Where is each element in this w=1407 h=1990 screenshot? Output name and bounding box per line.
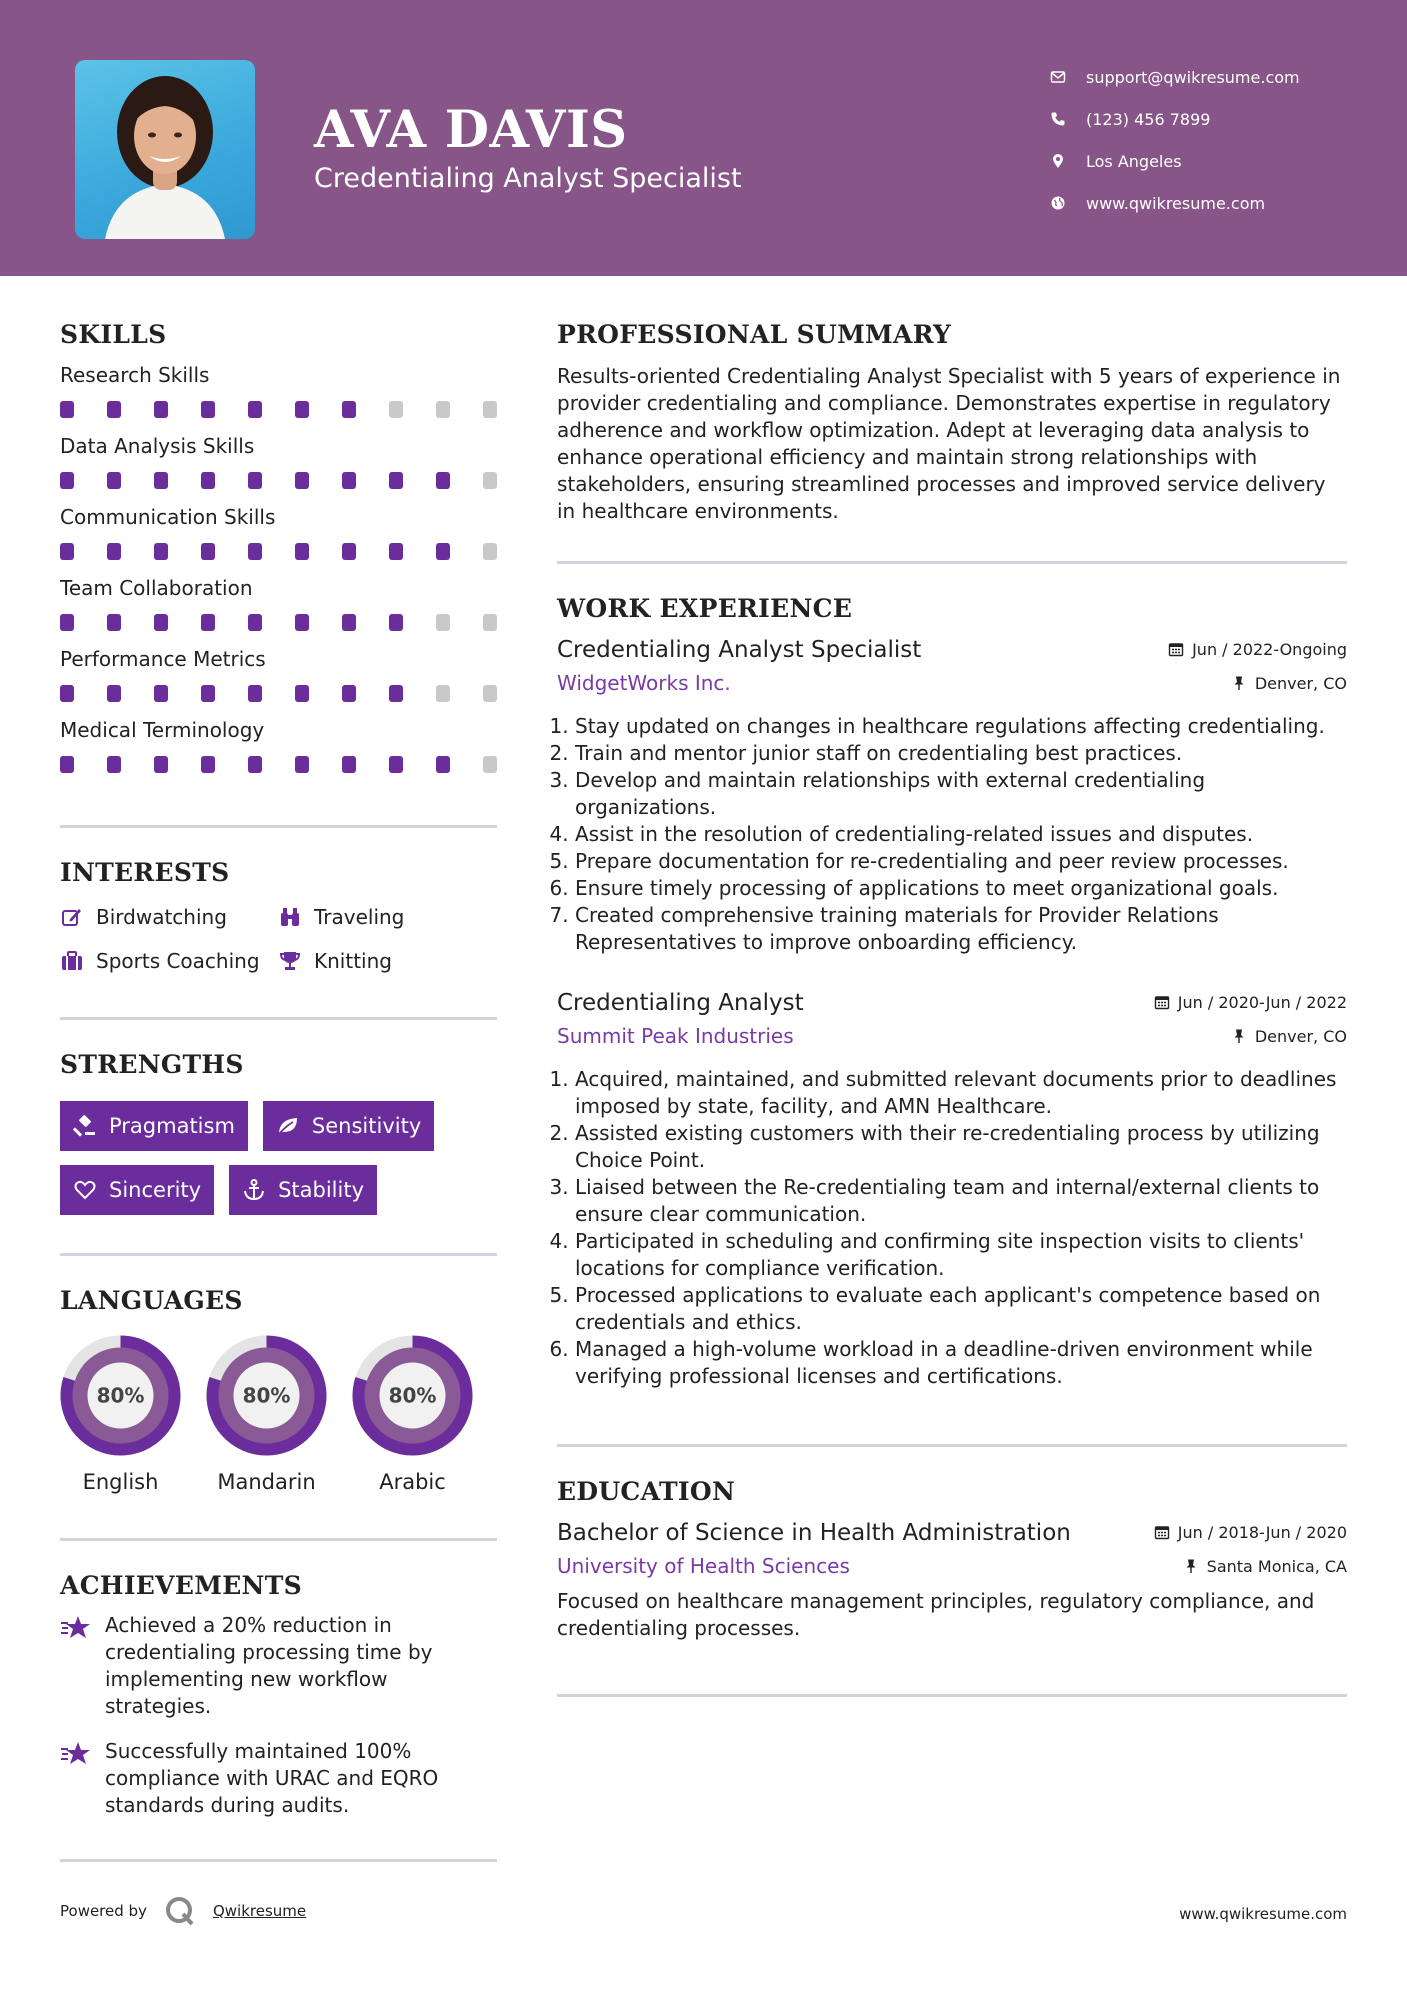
- qwikresume-logo-icon: [147, 1894, 213, 1928]
- skill-dot-filled: [248, 543, 262, 560]
- interest-item: [278, 949, 497, 973]
- skill-dot-filled: [295, 614, 309, 631]
- resume-header: [0, 0, 1407, 276]
- job-sub: [557, 671, 1347, 695]
- languages-list: [60, 1335, 497, 1494]
- education-section: [557, 1477, 1347, 1642]
- skill-dot-filled: [154, 472, 168, 489]
- skill-dot-empty: [436, 614, 450, 631]
- interest-item: [60, 905, 278, 929]
- job-location: [1231, 674, 1347, 693]
- skill-dot-filled: [389, 543, 403, 560]
- education-head: [557, 1520, 1347, 1546]
- language-item: [60, 1335, 181, 1494]
- skill-dot-filled: [342, 614, 356, 631]
- job-location-text: Denver, CO: [1254, 1026, 1347, 1046]
- education-dates: [1154, 1523, 1347, 1542]
- summary-text: Results-oriented Credentialing Analyst Specialist with 5 years of experience in provider credentialing and compliance. Demonstrates expertise in regulatory adherence and workflow optimization. Adept at leveraging data analysis to enhance operational efficiency and maintain strong relationships with stakeholders, ensuring streamlined processes and improved service delivery in healthcare environments.: [557, 364, 1341, 523]
- job-title: Credentialing Analyst: [557, 990, 804, 1016]
- skill-dot-empty: [483, 756, 497, 773]
- left-column: [60, 320, 497, 1862]
- edit-icon: [60, 905, 96, 929]
- achievement-item: [60, 1738, 497, 1819]
- footer-powered-by: [60, 1894, 306, 1928]
- skill-dot-filled: [60, 756, 74, 773]
- skill-dot-filled: [201, 401, 215, 418]
- divider: [60, 1253, 497, 1256]
- skill-dot-empty: [483, 614, 497, 631]
- school-name: University of Health Sciences: [557, 1554, 850, 1578]
- interest-item: [60, 949, 278, 973]
- contact-email[interactable]: [1050, 56, 1380, 98]
- skill-dot-filled: [248, 685, 262, 702]
- achievement-text: Successfully maintained 100% compliance with URAC and EQRO standards during audits.: [105, 1739, 439, 1817]
- skill-level-dots: [60, 472, 497, 489]
- job-bullet: 2. Train and mentor junior staff on credentialing best practices.: [575, 740, 1347, 767]
- job-bullet: 5. Prepare documentation for re-credentialing and peer review processes.: [575, 848, 1347, 875]
- divider: [60, 1859, 497, 1862]
- interests-title: INTERESTS: [60, 858, 230, 887]
- strengths-list: [60, 1101, 497, 1215]
- experience-title: WORK EXPERIENCE: [557, 594, 853, 623]
- skill-dot-filled: [60, 472, 74, 489]
- contact-location: [1050, 140, 1380, 182]
- skill-dot-filled: [107, 543, 121, 560]
- job-bullets: [557, 713, 1347, 956]
- job-bullet: 4. Participated in scheduling and confirming site inspection visits to clients' locations for compliance verification.: [575, 1228, 1347, 1282]
- skill-dot-filled: [342, 756, 356, 773]
- job-bullet: 6. Ensure timely processing of applications to meet organizational goals.: [575, 875, 1347, 902]
- interest-item: [278, 905, 497, 929]
- skill-dot-empty: [483, 685, 497, 702]
- skill-item: [60, 505, 497, 560]
- skill-dot-filled: [107, 756, 121, 773]
- skill-dot-filled: [248, 614, 262, 631]
- calendar-icon: [1168, 641, 1184, 657]
- star-icon: [60, 1612, 105, 1720]
- strengths-title: STRENGTHS: [60, 1050, 244, 1079]
- job-dates-text: Jun / 2022-Ongoing: [1192, 639, 1347, 659]
- job-sub: [557, 1024, 1347, 1048]
- education-location: [1183, 1557, 1347, 1576]
- skill-dot-filled: [389, 756, 403, 773]
- divider: [60, 825, 497, 828]
- skill-item: [60, 363, 497, 418]
- job-location: [1231, 1027, 1347, 1046]
- job-head: [557, 637, 1347, 663]
- skill-dot-filled: [295, 756, 309, 773]
- language-percent: 80%: [242, 1383, 291, 1408]
- skill-item: [60, 718, 497, 773]
- calendar-icon: [1154, 1524, 1170, 1540]
- profile-photo: [75, 60, 255, 239]
- skill-label: Medical Terminology: [60, 718, 265, 742]
- job-bullet: 3. Liaised between the Re-credentialing team and internal/external clients to ensure clear communication.: [575, 1174, 1347, 1228]
- job-bullet: 1. Stay updated on changes in healthcare regulations affecting credentialing.: [575, 713, 1347, 740]
- job-entry: [557, 637, 1347, 956]
- interests-section: [60, 858, 497, 973]
- pushpin-icon: [1231, 1028, 1247, 1044]
- briefcase-icon: [60, 949, 96, 973]
- skill-dot-filled: [60, 614, 74, 631]
- skill-dot-filled: [342, 685, 356, 702]
- candidate-name: AVA DAVIS: [314, 100, 628, 160]
- job-entry: [557, 990, 1347, 1390]
- skill-dot-filled: [107, 614, 121, 631]
- job-bullet: 3. Develop and maintain relationships with external credentialing organizations.: [575, 767, 1347, 821]
- skill-dot-filled: [154, 614, 168, 631]
- interests-list: [60, 905, 497, 973]
- strength-label: Stability: [278, 1178, 365, 1202]
- job-bullet: 6. Managed a high-volume workload in a deadline-driven environment while verifying professional licenses and certifications.: [575, 1336, 1347, 1390]
- skill-level-dots: [60, 401, 497, 418]
- skill-dot-filled: [342, 472, 356, 489]
- degree-title: Bachelor of Science in Health Administration: [557, 1520, 1071, 1546]
- job-bullets: [557, 1066, 1347, 1390]
- strength-chip: [60, 1165, 214, 1215]
- job-bullet: 2. Assisted existing customers with their re-credentialing process by utilizing Choice Point.: [575, 1120, 1347, 1174]
- skill-label: Data Analysis Skills: [60, 434, 255, 458]
- gavel-icon: [73, 1114, 97, 1138]
- experience-section: [557, 594, 1347, 1390]
- language-name: Mandarin: [217, 1470, 316, 1494]
- job-bullet: 1. Acquired, maintained, and submitted relevant documents prior to deadlines imposed by state, facility, and AMN Healthcare.: [575, 1066, 1347, 1120]
- strength-label: Sincerity: [109, 1178, 202, 1202]
- skill-dot-filled: [154, 401, 168, 418]
- contact-phone[interactable]: [1050, 98, 1380, 140]
- strength-chip: [229, 1165, 377, 1215]
- contact-list: [1050, 56, 1380, 224]
- skill-dot-filled: [248, 401, 262, 418]
- language-percent: 80%: [96, 1383, 145, 1408]
- summary-section: [557, 320, 1347, 525]
- anchor-icon: [242, 1178, 266, 1202]
- skill-dot-filled: [60, 543, 74, 560]
- skills-list: [60, 363, 497, 773]
- job-dates: [1168, 640, 1347, 659]
- job-dates: [1154, 993, 1347, 1012]
- interest-label: Knitting: [314, 949, 392, 973]
- strength-chip: [263, 1101, 434, 1151]
- interest-label: Traveling: [314, 905, 405, 929]
- education-location-text: Santa Monica, CA: [1206, 1556, 1347, 1576]
- language-ring: [352, 1335, 473, 1456]
- strengths-section: [60, 1050, 497, 1215]
- language-item: [206, 1335, 327, 1494]
- footer-website[interactable]: www.qwikresume.com: [1179, 1905, 1347, 1923]
- skill-dot-empty: [389, 401, 403, 418]
- skill-level-dots: [60, 543, 497, 560]
- language-ring: [60, 1335, 181, 1456]
- skill-item: [60, 576, 497, 631]
- skill-dot-filled: [295, 685, 309, 702]
- divider: [60, 1538, 497, 1541]
- calendar-icon: [1154, 994, 1170, 1010]
- skill-dot-empty: [436, 401, 450, 418]
- skill-dot-empty: [483, 472, 497, 489]
- map-marker-icon: [1050, 153, 1086, 169]
- trophy-icon: [278, 949, 314, 973]
- job-title: Credentialing Analyst Specialist: [557, 637, 922, 663]
- language-item: [352, 1335, 473, 1494]
- skills-section: [60, 320, 497, 773]
- globe-icon: [1050, 195, 1086, 211]
- language-percent: 80%: [388, 1383, 437, 1408]
- pushpin-icon: [1231, 675, 1247, 691]
- skill-dot-filled: [60, 401, 74, 418]
- achievements-section: [60, 1571, 497, 1819]
- job-bullet: 4. Assist in the resolution of credentialing-related issues and disputes.: [575, 821, 1347, 848]
- skill-dot-filled: [201, 472, 215, 489]
- job-head: [557, 990, 1347, 1016]
- skill-dot-filled: [248, 472, 262, 489]
- education-title: EDUCATION: [557, 1477, 736, 1506]
- contact-phone-text: (123) 456 7899: [1086, 109, 1211, 129]
- skill-dot-filled: [389, 685, 403, 702]
- skill-dot-filled: [342, 401, 356, 418]
- interest-label: Birdwatching: [96, 905, 227, 929]
- skill-level-dots: [60, 756, 497, 773]
- interest-label: Sports Coaching: [96, 949, 260, 973]
- language-name: Arabic: [379, 1470, 446, 1494]
- skill-dot-filled: [342, 543, 356, 560]
- skill-dot-empty: [483, 543, 497, 560]
- skill-dot-filled: [436, 472, 450, 489]
- skill-dot-filled: [107, 472, 121, 489]
- divider: [557, 1694, 1347, 1697]
- languages-section: [60, 1286, 497, 1494]
- company-name: WidgetWorks Inc.: [557, 671, 731, 695]
- language-ring: [206, 1335, 327, 1456]
- contact-location-text: Los Angeles: [1086, 151, 1182, 171]
- star-icon: [60, 1738, 105, 1819]
- achievements-title: ACHIEVEMENTS: [60, 1571, 302, 1600]
- skill-dot-empty: [436, 685, 450, 702]
- skill-dot-filled: [389, 472, 403, 489]
- skill-level-dots: [60, 685, 497, 702]
- skill-dot-filled: [436, 543, 450, 560]
- jobs-list: [557, 637, 1347, 1390]
- candidate-role: Credentialing Analyst Specialist: [314, 163, 742, 194]
- pushpin-icon: [1183, 1558, 1199, 1574]
- skill-dot-filled: [201, 614, 215, 631]
- skill-dot-empty: [483, 401, 497, 418]
- language-name: English: [82, 1470, 159, 1494]
- contact-website[interactable]: [1050, 182, 1380, 224]
- heart-icon: [73, 1178, 97, 1202]
- skill-dot-filled: [295, 472, 309, 489]
- leaf-icon: [276, 1114, 300, 1138]
- job-bullet: 5. Processed applications to evaluate each applicant's competence based on credentials and ethics.: [575, 1282, 1347, 1336]
- phone-icon: [1050, 111, 1086, 127]
- skill-dot-filled: [107, 401, 121, 418]
- skill-dot-filled: [201, 543, 215, 560]
- skill-dot-filled: [295, 401, 309, 418]
- education-description: Focused on healthcare management principles, regulatory compliance, and credentialing processes.: [557, 1589, 1315, 1640]
- strength-label: Pragmatism: [109, 1114, 235, 1138]
- skill-dot-filled: [436, 756, 450, 773]
- skill-label: Research Skills: [60, 363, 210, 387]
- skill-label: Team Collaboration: [60, 576, 253, 600]
- skill-dot-filled: [154, 685, 168, 702]
- divider: [557, 1444, 1347, 1447]
- strength-chip: [60, 1101, 248, 1151]
- skill-label: Communication Skills: [60, 505, 276, 529]
- divider: [557, 561, 1347, 564]
- company-name: Summit Peak Industries: [557, 1024, 794, 1048]
- education-sub: [557, 1554, 1347, 1578]
- skill-dot-filled: [389, 614, 403, 631]
- skill-item: [60, 647, 497, 702]
- languages-title: LANGUAGES: [60, 1286, 243, 1315]
- skill-dot-filled: [248, 756, 262, 773]
- powered-by-text: Powered by: [60, 1902, 147, 1920]
- skill-dot-filled: [201, 685, 215, 702]
- education-dates-text: Jun / 2018-Jun / 2020: [1177, 1522, 1347, 1542]
- envelope-icon: [1050, 69, 1086, 85]
- brand-link[interactable]: Qwikresume: [212, 1902, 307, 1920]
- achievement-item: [60, 1612, 497, 1720]
- skill-dot-filled: [60, 685, 74, 702]
- job-dates-text: Jun / 2020-Jun / 2022: [1177, 992, 1347, 1012]
- skill-label: Performance Metrics: [60, 647, 266, 671]
- job-location-text: Denver, CO: [1254, 673, 1347, 693]
- achievement-text: Achieved a 20% reduction in credentialing processing time by implementing new workflow strategies.: [105, 1613, 433, 1718]
- contact-email-text: support@qwikresume.com: [1086, 67, 1300, 87]
- job-bullet: 7. Created comprehensive training materials for Provider Relations Representatives to improve onboarding efficiency.: [575, 902, 1347, 956]
- contact-website-text: www.qwikresume.com: [1086, 193, 1266, 213]
- right-column: [557, 320, 1347, 1697]
- skill-item: [60, 434, 497, 489]
- skill-dot-filled: [295, 543, 309, 560]
- skill-dot-filled: [154, 756, 168, 773]
- skill-dot-filled: [201, 756, 215, 773]
- strength-label: Sensitivity: [311, 1114, 422, 1138]
- skills-title: SKILLS: [60, 320, 167, 349]
- skill-dot-filled: [107, 685, 121, 702]
- divider: [60, 1017, 497, 1020]
- summary-title: PROFESSIONAL SUMMARY: [557, 320, 952, 349]
- skill-level-dots: [60, 614, 497, 631]
- binoculars-icon: [278, 905, 314, 929]
- skill-dot-filled: [154, 543, 168, 560]
